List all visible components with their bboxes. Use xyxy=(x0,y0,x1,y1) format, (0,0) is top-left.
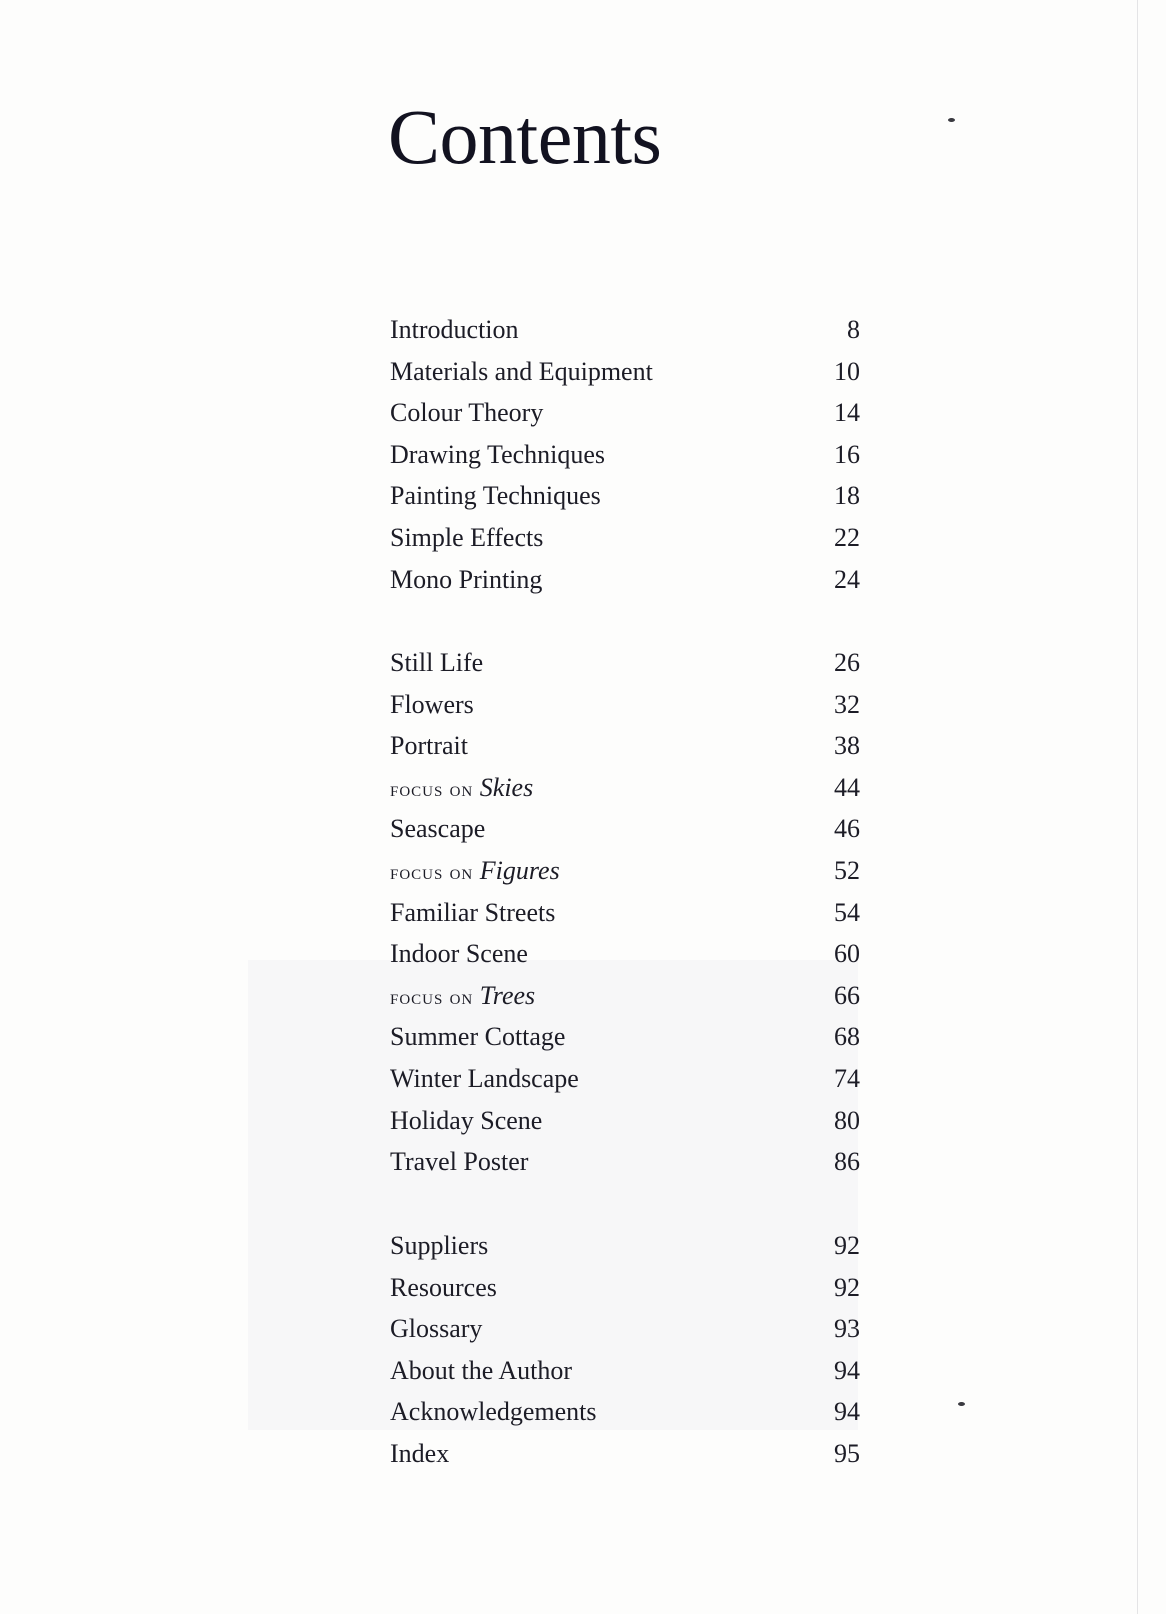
entry-title: Glossary xyxy=(390,1314,483,1344)
entry-title: Portrait xyxy=(390,731,468,761)
entry-page-number: 92 xyxy=(834,1231,860,1260)
entry-page-number: 74 xyxy=(834,1063,860,1093)
entry-page-number: 93 xyxy=(834,1314,860,1344)
entry-title: Index xyxy=(390,1438,450,1468)
toc-entry xyxy=(390,475,860,517)
toc-entry-focus xyxy=(390,767,860,809)
focus-on-label: focus on xyxy=(390,776,474,801)
entry-page-number: 94 xyxy=(834,1397,860,1427)
dust-speck xyxy=(958,1402,965,1406)
toc-entry xyxy=(390,1308,860,1350)
entry-title: Familiar Streets xyxy=(390,897,556,927)
entry-title: Indoor Scene xyxy=(390,939,528,969)
toc-entry xyxy=(390,1350,860,1392)
toc-entry xyxy=(390,1100,860,1142)
toc-entry xyxy=(390,725,860,767)
entry-title: Suppliers xyxy=(390,1231,489,1260)
entry-title: Travel Poster xyxy=(390,1147,529,1177)
toc-entry xyxy=(390,684,860,726)
entry-page-number: 38 xyxy=(834,731,860,761)
entry-page-number: 92 xyxy=(834,1272,860,1302)
toc-entry xyxy=(390,351,860,393)
toc-entry xyxy=(390,933,860,975)
toc-entry xyxy=(390,517,860,559)
entry-title: Holiday Scene xyxy=(390,1105,543,1135)
entry-page-number: 94 xyxy=(834,1355,860,1385)
entry-page-number: 24 xyxy=(834,564,860,594)
focus-subject: Trees xyxy=(479,980,536,1010)
toc-entry xyxy=(390,892,860,934)
toc-entry xyxy=(390,1433,860,1475)
entry-title: Introduction xyxy=(390,315,519,344)
toc-entry xyxy=(390,1391,860,1433)
toc-entry xyxy=(390,1058,860,1100)
toc-entry xyxy=(390,309,860,351)
entry-page-number: 95 xyxy=(834,1438,860,1468)
entry-title: Acknowledgements xyxy=(390,1397,597,1427)
entry-page-number: 86 xyxy=(834,1147,860,1177)
entry-title: Summer Cottage xyxy=(390,1022,566,1052)
entry-title: Flowers xyxy=(390,689,474,719)
toc-entry xyxy=(390,1141,860,1183)
entry-page-number: 22 xyxy=(834,522,860,552)
focus-on-label: focus on xyxy=(390,984,474,1009)
toc-entry xyxy=(390,808,860,850)
entry-page-number: 66 xyxy=(834,980,860,1010)
toc-entry xyxy=(390,392,860,434)
entry-page-number: 44 xyxy=(834,772,860,802)
entry-title: Winter Landscape xyxy=(390,1063,579,1093)
focus-subject: Skies xyxy=(479,772,534,802)
entry-page-number: 32 xyxy=(834,689,860,719)
entry-title xyxy=(390,850,560,894)
focus-on-label: focus on xyxy=(390,859,474,884)
entry-page-number: 60 xyxy=(834,939,860,969)
entry-title: Mono Printing xyxy=(390,564,543,594)
entry-title: Drawing Techniques xyxy=(390,439,606,469)
toc-entry xyxy=(390,1267,860,1309)
dust-speck xyxy=(948,118,955,122)
toc-entry xyxy=(390,1225,860,1267)
entry-title: Simple Effects xyxy=(390,522,544,552)
entry-page-number: 54 xyxy=(834,897,860,927)
entry-title xyxy=(390,975,535,1019)
entry-page-number: 18 xyxy=(834,481,860,511)
entry-page-number: 26 xyxy=(834,648,860,677)
entry-page-number: 68 xyxy=(834,1022,860,1052)
entry-title: About the Author xyxy=(390,1355,572,1385)
toc-entry xyxy=(390,434,860,476)
entry-title: Materials and Equipment xyxy=(390,356,653,386)
entry-title: Colour Theory xyxy=(390,398,544,428)
entry-page-number: 10 xyxy=(834,356,860,386)
entry-title: Painting Techniques xyxy=(390,481,601,511)
toc-entry xyxy=(390,1016,860,1058)
page-title: Contents xyxy=(388,93,662,180)
entry-title: Still Life xyxy=(390,648,484,677)
entry-page-number: 16 xyxy=(834,439,860,469)
toc-entry xyxy=(390,642,860,684)
entry-page-number: 8 xyxy=(847,315,860,344)
toc-section xyxy=(390,642,860,1183)
toc-entry-focus xyxy=(390,975,860,1017)
toc-entry xyxy=(390,559,860,601)
entry-page-number: 80 xyxy=(834,1105,860,1135)
entry-title: Resources xyxy=(390,1272,497,1302)
entry-title xyxy=(390,767,533,811)
entry-title: Seascape xyxy=(390,814,486,844)
paper-edge xyxy=(1137,0,1138,1614)
toc-section xyxy=(390,309,860,600)
entry-page-number: 52 xyxy=(834,855,860,885)
entry-page-number: 14 xyxy=(834,398,860,428)
entry-page-number: 46 xyxy=(834,814,860,844)
toc-section xyxy=(390,1225,860,1475)
focus-subject: Figures xyxy=(479,855,560,885)
toc-entry-focus xyxy=(390,850,860,892)
